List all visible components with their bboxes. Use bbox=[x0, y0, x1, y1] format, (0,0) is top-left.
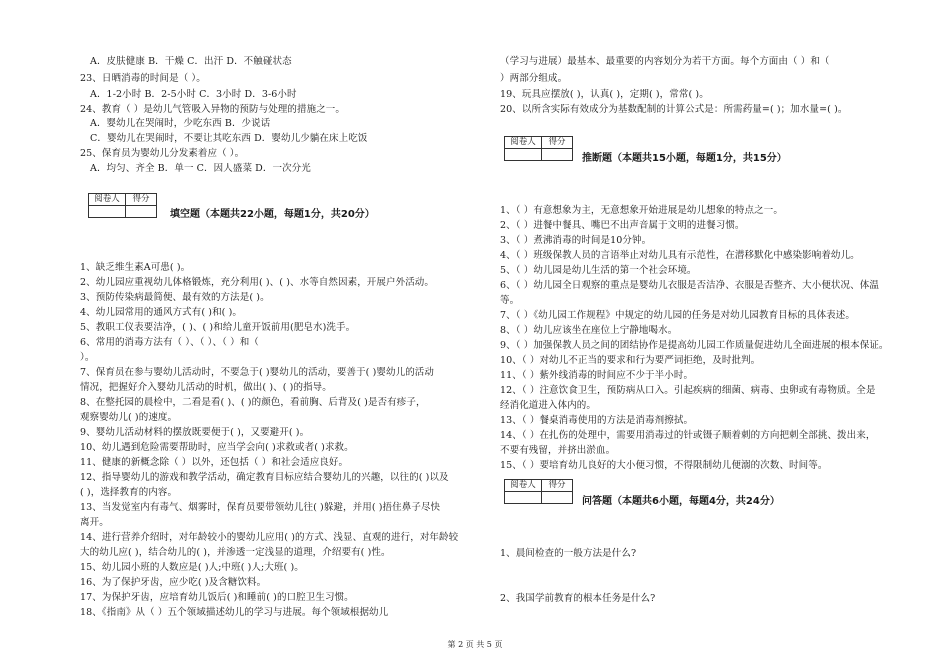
question-line: 24、教育（ ）是幼儿气管吸入异物的预防与处理的措施之一。 bbox=[80, 104, 346, 115]
question-line: 15、（ ）要培育幼儿良好的大小便习惯，不得限制幼儿便溺的次数、时间等。 bbox=[500, 460, 828, 471]
question-line: 17、为保护牙齿，应培育幼儿饭后( )和睡前( )的口腔卫生习惯。 bbox=[80, 592, 354, 603]
score-box-reviewer-cell bbox=[505, 492, 542, 504]
question-line: 10、幼儿遇到危险需要帮助时，应当学会向( )求救或者( )求救。 bbox=[80, 442, 354, 453]
question-line: 6、（ ）幼儿园全日观察的重点是婴幼儿衣服是否洁净、衣服是否整齐、大小便状况、体温 bbox=[500, 280, 879, 291]
question-line: 16、为了保护牙齿，应少吃( )及含糖饮料。 bbox=[80, 577, 267, 588]
score-box-reviewer-label: 阅卷人 bbox=[89, 194, 126, 206]
score-box-reviewer-cell bbox=[89, 206, 126, 218]
question-line: 大的幼儿应( )，结合幼儿的( )，并渗透一定浅显的道理，介绍要有( )性。 bbox=[80, 547, 391, 558]
question-line: 1、（ ）有意想象为主，无意想象开始进展是幼儿想象的特点之一。 bbox=[500, 205, 783, 216]
question-line: 2、（ ）进餐中餐具、嘴巴不出声音属于文明的进餐习惯。 bbox=[500, 220, 745, 231]
score-box-reviewer-label: 阅卷人 bbox=[505, 137, 542, 149]
score-box-score-cell bbox=[542, 492, 573, 504]
question-line: ）。 bbox=[80, 352, 95, 363]
question-line: 6、常用的消毒方法有（ ）、（ ）、（ ）和（ bbox=[80, 337, 259, 348]
question-line: 等。 bbox=[500, 295, 520, 306]
qa-question: 2、我国学前教育的根本任务是什么? bbox=[500, 593, 656, 604]
question-line: 13、当发觉室内有毒气、烟雾时，保育员要带领幼儿往( )躲避，并用( )捂住鼻子尽快 bbox=[80, 502, 441, 513]
question-line: A．均匀、齐全 B．单一 C．因人盛菜 D．一次分光 bbox=[90, 163, 311, 174]
section-title-judge: 推断题（本题共15小题，每题1分，共15分） bbox=[582, 153, 787, 164]
score-box-reviewer-label: 阅卷人 bbox=[505, 480, 542, 492]
question-line: 5、（ ）幼儿园是幼儿生活的第一个社会环境。 bbox=[500, 265, 697, 276]
question-line: C．婴幼儿在哭闹时，不要让其吃东西 D．婴幼儿少躺在床上吃饭 bbox=[90, 133, 368, 144]
section-title-fill: 填空题（本题共22小题，每题1分，共20分） bbox=[170, 209, 375, 220]
question-line: 7、保育员在参与婴幼儿活动时，不要急于( )婴幼儿的活动，要善于( )婴幼儿的活动 bbox=[80, 367, 435, 378]
section-title-qa: 问答题（本题共6小题，每题4分，共24分） bbox=[582, 496, 780, 507]
question-line: 经消化道进入体内的。 bbox=[500, 400, 597, 411]
question-line: 15、幼儿园小班的人数应是( )人;中班( )人;大班( )。 bbox=[80, 562, 304, 573]
score-box bbox=[504, 136, 573, 161]
question-line: 12、指导婴幼儿的游戏和教学活动，确定教育目标应结合婴幼儿的兴趣，以往的( )以及 bbox=[80, 472, 449, 483]
question-line: 8、在整托园的晨检中，二看是看( )、( )的颜色，看前胸、后背及( )是否有疹子， bbox=[80, 397, 426, 408]
question-line: 14、进行营养介绍时，对年龄较小的婴幼儿应用( )的方式、浅显、直观的进行，对年龄较 bbox=[80, 532, 459, 543]
question-line: A．1-2小时 B．2-5小时 C．3小时 D．3-6小时 bbox=[90, 89, 297, 100]
question-line: （学习与进展）最基本、最重要的内容划分为若干方面。每个方面由（ ）和（ bbox=[500, 56, 830, 67]
question-line: 23、日晒消毒的时间是（ ）。 bbox=[80, 73, 206, 84]
question-line: 14、（ ）在扎伤的处理中，需要用消毒过的针或镊子顺着刺的方向把刺全部挑、拨出来， bbox=[500, 430, 876, 441]
qa-question: 1、晨间检查的一般方法是什么? bbox=[500, 548, 637, 559]
question-line: 9、（ ）加强保教人员之间的团结协作是提高幼儿园工作质量促进幼儿全面进展的根本保证。 bbox=[500, 340, 889, 351]
score-box-reviewer-cell bbox=[505, 149, 542, 161]
question-line: 离开。 bbox=[80, 517, 109, 528]
page-footer: 第 2 页 共 5 页 bbox=[447, 640, 503, 649]
score-box-score-cell bbox=[542, 149, 573, 161]
question-line: ( )，选择教育的内容。 bbox=[80, 487, 178, 498]
question-line: 11、健康的新概念除（ ）以外，还包括（ ）和社会适应良好。 bbox=[80, 457, 349, 468]
question-line: 5、教职工仪表要洁净，( )、( )和给儿童开饭前用(肥皂水)洗手。 bbox=[80, 322, 356, 333]
question-line: 1、缺乏维生素A可患( )。 bbox=[80, 262, 191, 273]
question-line: 观察婴幼儿( )的速度。 bbox=[80, 412, 178, 423]
question-line: 11、（ ）紫外线消毒的时间应不少于半小时。 bbox=[500, 370, 694, 381]
question-line: 20、以所含实际有效成分为基数配制的计算公式是：所需药量=( )；加水量=( )。 bbox=[500, 104, 848, 115]
score-box bbox=[88, 193, 157, 218]
question-line: 不要有残留，并挤出淤血。 bbox=[500, 445, 616, 456]
question-line: 19、玩具应摆放( )，认真( )，定期( )，常常( )。 bbox=[500, 89, 709, 100]
score-box bbox=[504, 479, 573, 504]
question-line: ）两部分组成。 bbox=[500, 73, 568, 84]
question-line: 8、（ ）幼儿应该坐在座位上宁静地喝水。 bbox=[500, 325, 678, 336]
question-line: 3、（ ）煮沸消毒的时间是10分钟。 bbox=[500, 235, 652, 246]
question-line: 4、（ ）班级保教人员的言语举止对幼儿具有示范性，在潜移默化中感染影响着幼儿。 bbox=[500, 250, 860, 261]
question-line: 4、幼儿园常用的通风方式有( )和( )。 bbox=[80, 307, 243, 318]
question-line: 25、保育员为婴幼儿分发素着应（ ）。 bbox=[80, 148, 245, 159]
question-line: 9、婴幼儿活动材料的摆放既要便于( )，又要避开( )。 bbox=[80, 427, 310, 438]
question-line: 13、（ ）餐桌消毒使用的方法是消毒剂擦拭。 bbox=[500, 415, 694, 426]
score-box-score-label: 得分 bbox=[126, 194, 157, 206]
question-line: 3、预防传染病最简便、最有效的方法是( )。 bbox=[80, 292, 270, 303]
question-line: A．皮肤健康 B．干燥 C．出汗 D．不触碰状态 bbox=[90, 56, 292, 67]
question-line: 情况，把握好介入婴幼儿活动的时机，做出( )、( )的指导。 bbox=[80, 382, 332, 393]
score-box-score-cell bbox=[126, 206, 157, 218]
question-line: 10、（ ）对幼儿不正当的要求和行为要严词拒绝，及时批判。 bbox=[500, 355, 761, 366]
score-box-score-label: 得分 bbox=[542, 480, 573, 492]
question-line: 12、（ ）注意饮食卫生，预防病从口入。引起疾病的细菌、病毒、虫卵或有毒物质。全是 bbox=[500, 385, 876, 396]
question-line: 18、《指南》从（ ）五个领域描述幼儿的学习与进展。每个领域根据幼儿 bbox=[80, 607, 389, 618]
score-box-score-label: 得分 bbox=[542, 137, 573, 149]
question-line: A．婴幼儿在哭闹时，少吃东西 B．少说话 bbox=[90, 118, 271, 129]
question-line: 2、幼儿园应重视幼儿体格锻炼，充分利用( )、( )、水等自然因素，开展户外活动。 bbox=[80, 277, 435, 288]
question-line: 7、（ ）《幼儿园工作规程》中规定的幼儿园的任务是对幼儿园教育目标的具体表述。 bbox=[500, 310, 855, 321]
